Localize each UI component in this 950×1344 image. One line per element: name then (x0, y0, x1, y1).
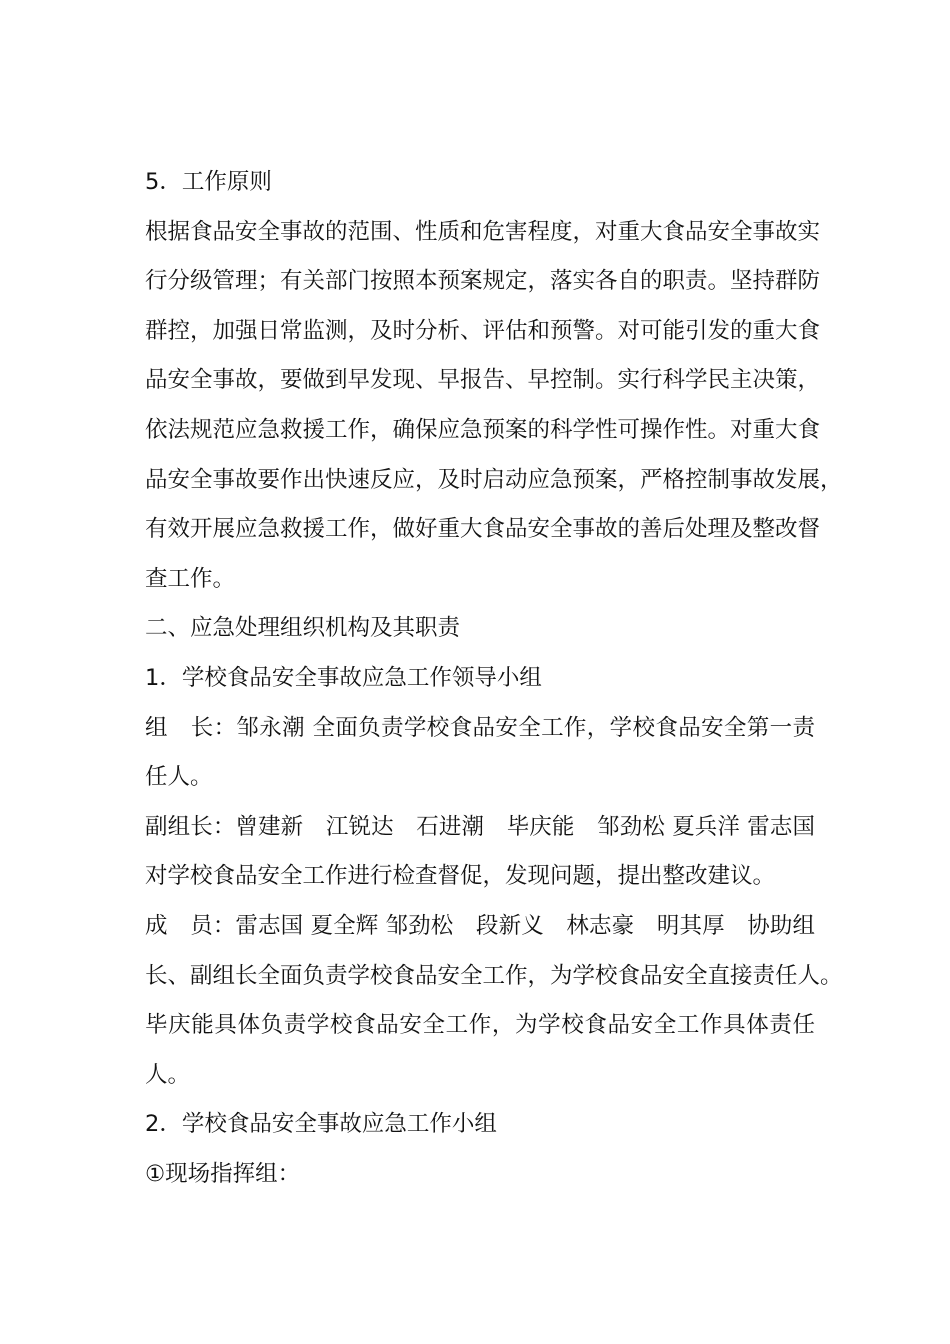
members-duty-line: 长、副组长全面负责学校食品安全工作，为学校食品安全直接责任人。 (145, 962, 843, 989)
subsection-heading-leadership-group: 1．学校食品安全事故应急工作领导小组 (145, 664, 542, 691)
subsection-heading-working-group: 2．学校食品安全事故应急工作小组 (145, 1111, 497, 1138)
paragraph-line: 群控，加强日常监测，及时分析、评估和预警。对可能引发的重大食 (145, 317, 821, 344)
deputy-leaders-line: 副组长：曾建新 江锐达 石进潮 毕庆能 邹劲松 夏兵洋 雷志国 (145, 813, 815, 840)
document-body (145, 158, 843, 1199)
paragraph-line: 根据食品安全事故的范围、性质和危害程度，对重大食品安全事故实 (145, 218, 821, 245)
leader-line-continued: 任人。 (145, 764, 213, 791)
paragraph-line: 品安全事故，要做到早发现、早报告、早控制。实行科学民主决策， (145, 367, 821, 394)
paragraph-line: 依法规范应急救援工作，确保应急预案的科学性可操作性。对重大食 (145, 416, 821, 443)
paragraph-line: 查工作。 (145, 565, 236, 592)
paragraph-line: 行分级管理；有关部门按照本预案规定，落实各自的职责。坚持群防 (145, 268, 821, 295)
paragraph-line: 品安全事故要作出快速反应，及时启动应急预案，严格控制事故发展， (145, 466, 843, 493)
members-line: 成 员：雷志国 夏全辉 邹劲松 段新义 林志豪 明其厚 协助组 (145, 912, 815, 939)
section-heading-organization: 二、应急处理组织机构及其职责 (145, 615, 461, 642)
leader-line: 组 长：邹永潮 全面负责学校食品安全工作，学校食品安全第一责 (145, 714, 815, 741)
responsible-person-line-continued: 人。 (145, 1061, 191, 1088)
responsible-person-line: 毕庆能具体负责学校食品安全工作，为学校食品安全工作具体责任 (145, 1012, 815, 1039)
deputy-duty-line: 对学校食品安全工作进行检查督促，发现问题，提出整改建议。 (145, 863, 776, 890)
section-heading-work-principles: 5．工作原则 (145, 169, 272, 195)
command-group-heading: ①现场指挥组： (145, 1160, 301, 1187)
paragraph-line: 有效开展应急救援工作，做好重大食品安全事故的善后处理及整改督 (145, 516, 821, 543)
